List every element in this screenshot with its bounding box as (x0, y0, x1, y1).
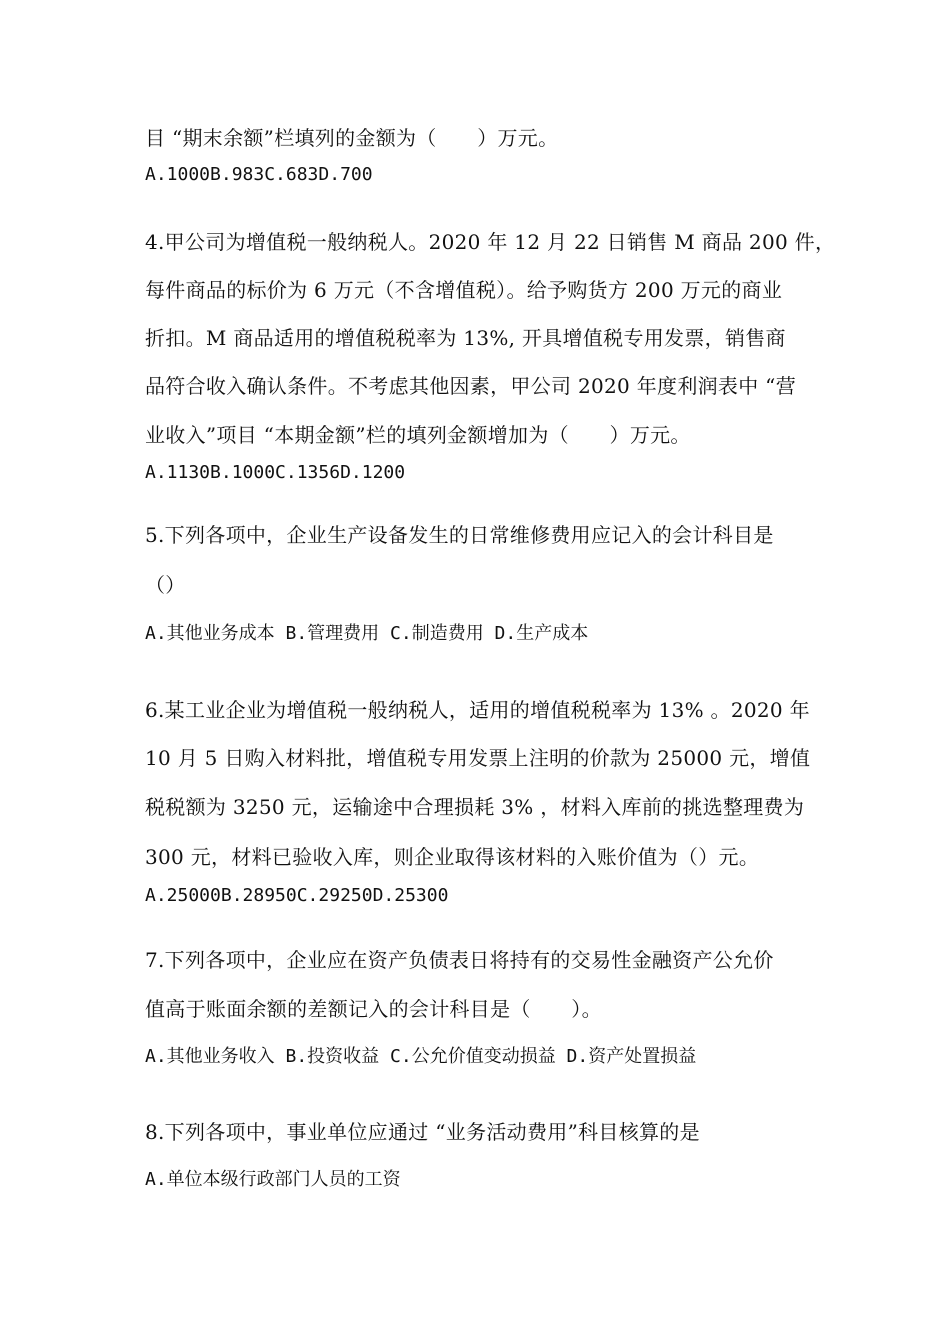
q6-text-line-3: 税税额为 3250 元，运输途中合理损耗 3% ，材料入库前的挑选整理费为 (145, 795, 805, 819)
q7-text-line-1: 7.下列各项中，企业应在资产负债表日将持有的交易性金融资产公允价 (145, 948, 774, 972)
q4-text-line-3: 折扣。M 商品适用的增值税税率为 13%, 开具增值税专用发票，销售商 (145, 326, 786, 350)
q6-text-line-2: 10 月 5 日购入材料批，增值税专用发票上注明的价款为 25000 元，增值 (145, 746, 811, 770)
q4-text-line-4: 品符合收入确认条件。不考虑其他因素，甲公司 2020 年度利润表中 “营 (145, 374, 796, 398)
q5-text-line-1: 5.下列各项中，企业生产设备发生的日常维修费用应记入的会计科目是 (145, 523, 774, 547)
q5-text-line-2: （） (145, 573, 186, 597)
q4-text-line-2: 每件商品的标价为 6 万元（不含增值税）。给予购货方 200 万元的商业 (145, 278, 783, 302)
q7-text-line-2: 值高于账面余额的差额记入的会计科目是（ ）。 (145, 997, 602, 1021)
q8-text-line-1: 8.下列各项中，事业单位应通过 “业务活动费用”科目核算的是 (145, 1120, 700, 1144)
q6-text-line-4: 300 元，材料已验收入库，则企业取得该材料的入账价值为（）元。 (145, 845, 760, 869)
q7-options: A.其他业务收入 B.投资收益 C.公允价值变动损益 D.资产处置损益 (145, 1046, 697, 1067)
q4-text-line-1: 4.甲公司为增值税一般纳税人。2020 年 12 月 22 日销售 M 商品 200 件， (145, 230, 836, 254)
q6-options: A.25000B.28950C.29250D.25300 (145, 885, 449, 906)
q8-option-a: A.单位本级行政部门人员的工资 (145, 1169, 401, 1190)
q5-options: A.其他业务成本 B.管理费用 C.制造费用 D.生产成本 (145, 623, 589, 644)
q3-options: A.1000B.983C.683D.700 (145, 164, 373, 185)
q4-options: A.1130B.1000C.1356D.1200 (145, 462, 406, 483)
q3-text-end: 目 “期末余额”栏填列的金额为（ ）万元。 (145, 126, 559, 150)
q4-text-line-5: 业收入”项目 “本期金额”栏的填列金额增加为（ ）万元。 (145, 423, 691, 447)
q6-text-line-1: 6.某工业企业为增值税一般纳税人，适用的增值税税率为 13% 。2020 年 (145, 698, 810, 722)
